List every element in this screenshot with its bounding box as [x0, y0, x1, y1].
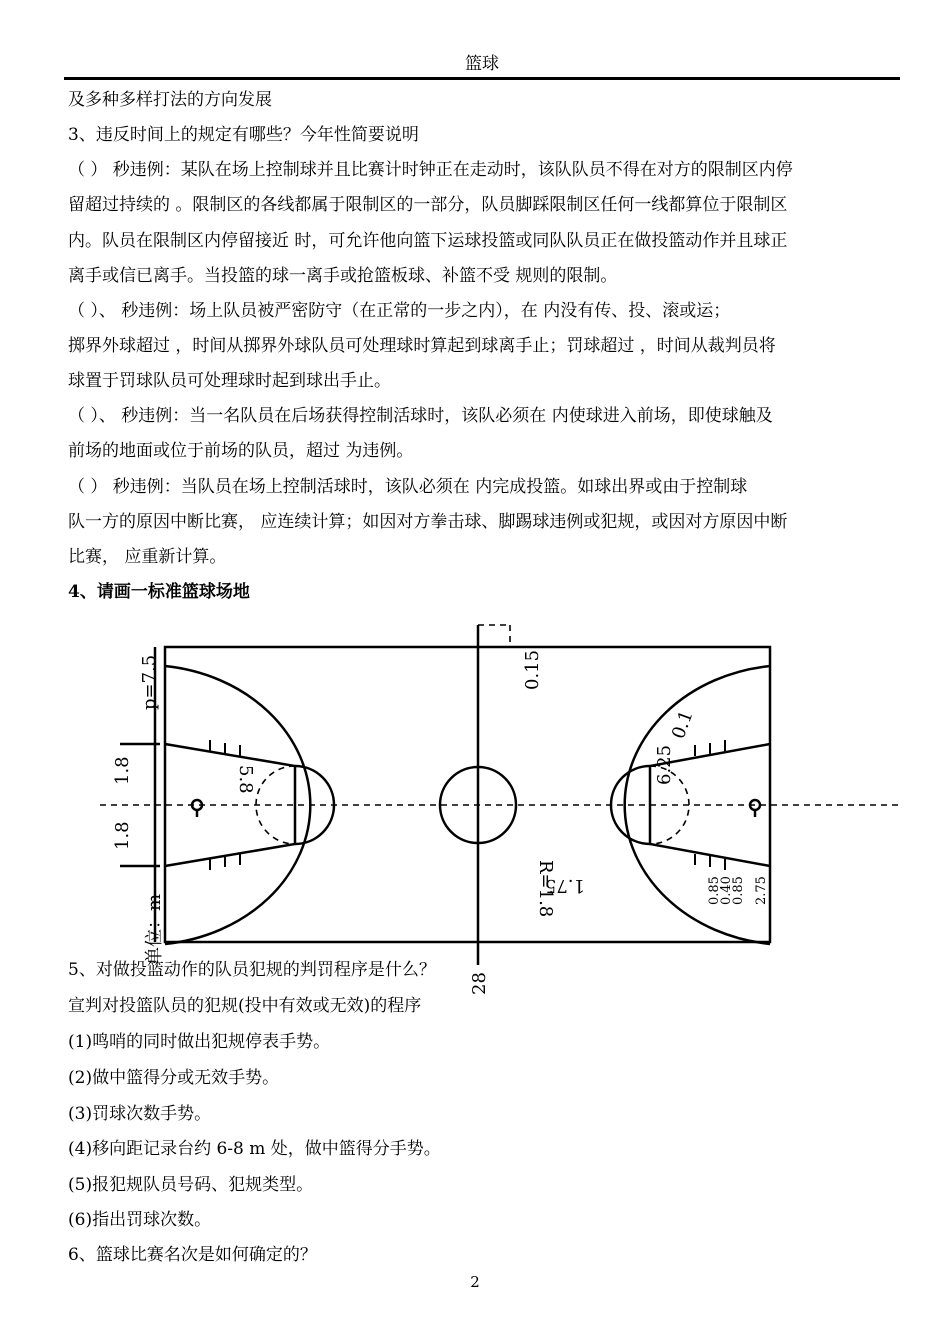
question-6: 6、篮球比赛名次是如何确定的？ [68, 1245, 317, 1265]
label-0-1: 0.1 [667, 707, 698, 742]
label-unit: 单位：m [144, 893, 165, 965]
left-key [165, 744, 295, 866]
label-1-8-top: 1.8 [112, 756, 133, 785]
text-line: (2)做中篮得分或无效手势。 [68, 1068, 280, 1088]
label-center-radius: R=1.8 [535, 860, 556, 918]
label-5-8: 5.8 [235, 765, 256, 794]
label-6-25: 6.25 [654, 744, 675, 785]
label-0-85-b: 0.85 [731, 876, 746, 905]
question-4: 4、请画一标准篮球场地 [68, 582, 250, 602]
text-line: (4)移向距记录台约 6-8 m 处，做中篮得分手势。 [68, 1139, 441, 1159]
text-line: (1)鸣哨的同时做出犯规停表手势。 [68, 1032, 331, 1052]
basketball-court-diagram [100, 620, 900, 1000]
text-line: 离手或信已离手。当投篮的球一离手或抢篮板球、补篮不受 规则的限制。 [68, 266, 618, 286]
question-3: 3、违反时间上的规定有哪些？今年性简要说明 [68, 125, 419, 145]
label-2-75: 2.75 [754, 876, 769, 905]
text-line: 球置于罚球队员可处理球时起到球出手止。 [68, 371, 391, 391]
text-line: 掷界外球超过 ，时间从掷界外球队员可处理球时算起到球离手止；罚球超过 ，时间从裁判员将 [68, 336, 776, 356]
text-line: 比赛， 应重新计算。 [68, 547, 227, 567]
text-line: （ ）、 秒违例：场上队员被严密防守（在正常的一步之内），在 内没有传、投、滚或运； [68, 301, 731, 321]
text-line: （ ） 秒违例：当队员在场上控制活球时，该队必须在 内完成投篮。如球出界或由于控制球 [68, 477, 748, 497]
page-header: 篮球 [465, 54, 499, 74]
label-three-point-distance: p=7.5 [139, 654, 160, 710]
label-0-85-a: 0.85 [707, 876, 722, 905]
label-0-40: 0.40 [719, 876, 734, 905]
text-line: 宣判对投篮队员的犯规(投中有效或无效)的程序 [68, 996, 422, 1016]
label-1-75: 1.75 [544, 875, 585, 896]
text-line: (3)罚球次数手势。 [68, 1104, 212, 1124]
text-line: 前场的地面或位于前场的队员，超过 为违例。 [68, 441, 414, 461]
question-5: 5、对做投篮动作的队员犯规的判罚程序是什么？ [68, 960, 436, 980]
text-line: 及多种多样打法的方向发展 [68, 90, 272, 110]
text-line: 内。队员在限制区内停留接近 时，可允许他向篮下运球投篮或同队队员正在做投篮动作并且球正 [68, 231, 788, 251]
text-line: (5)报犯规队员号码、犯规类型。 [68, 1175, 314, 1195]
text-line: 留超过持续的 。限制区的各线都属于限制区的一部分，队员脚踩限制区任何一线都算位于限制区 [68, 195, 788, 215]
label-1-8-bottom: 1.8 [112, 821, 133, 850]
court-boundary [165, 647, 770, 942]
header-rule [64, 77, 900, 80]
text-line: 队一方的原因中断比赛， 应连续计算；如因对方拳击球、脚踢球违例或犯规，或因对方原因中断 [68, 512, 788, 532]
page-number: 2 [470, 1273, 480, 1291]
text-line: (6)指出罚球次数。 [68, 1210, 212, 1230]
text-line: （ ）、 秒违例：当一名队员在后场获得控制活球时，该队必须在 内使球进入前场，即使球触及 [68, 406, 773, 426]
label-28: 28 [469, 972, 490, 995]
text-line: （ ） 秒违例：某队在场上控制球并且比赛计时钟正在走动时，该队队员不得在对方的限制区内停 [68, 160, 793, 180]
label-0-15: 0.15 [522, 649, 543, 690]
